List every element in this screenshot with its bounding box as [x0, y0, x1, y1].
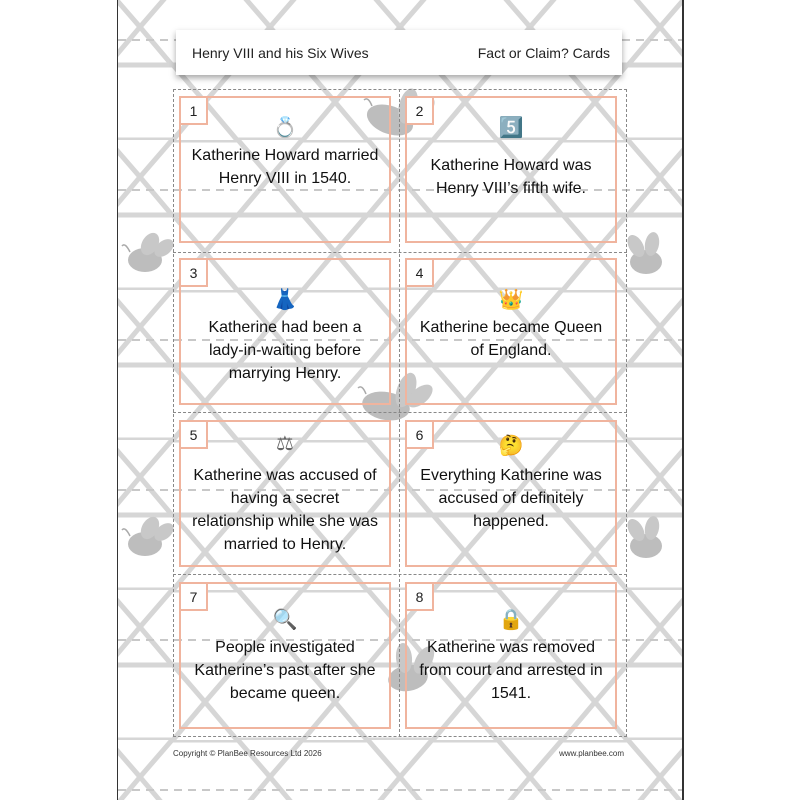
lock-icon: 🔒 [498, 609, 524, 631]
card-number: 1 [181, 98, 208, 125]
worksheet-title: Henry VIII and his Six Wives [192, 44, 369, 61]
card[interactable] [179, 582, 391, 729]
card[interactable] [405, 420, 617, 567]
card-text: Katherine was removed from court and arrested in 1541. [419, 639, 603, 702]
card[interactable] [179, 258, 391, 405]
cut-line-horizontal [173, 252, 627, 253]
cut-line-horizontal [173, 574, 627, 575]
card[interactable] [405, 96, 617, 243]
card-number: 8 [407, 584, 434, 611]
card[interactable] [179, 96, 391, 243]
card-text: Everything Katherine was accused of definitely happened. [420, 467, 602, 530]
cut-line-horizontal [173, 412, 627, 413]
keycap-5-icon: 5️⃣ [498, 117, 524, 139]
card[interactable] [405, 258, 617, 405]
card[interactable] [405, 582, 617, 729]
crown-icon: 👑 [498, 289, 524, 311]
card-text: Katherine Howard married Henry VIII in 1540. [191, 147, 379, 187]
magnifying-glass-icon: 🔍 [272, 609, 298, 631]
ring-icon: 💍 [272, 117, 298, 139]
card-number: 4 [407, 260, 434, 287]
worksheet-subtitle: Fact or Claim? Cards [477, 44, 610, 61]
card-number: 6 [407, 422, 434, 449]
card-number: 3 [181, 260, 208, 287]
card-number: 7 [181, 584, 208, 611]
bee-icon [120, 232, 180, 277]
card-number: 5 [181, 422, 208, 449]
bee-icon [120, 516, 180, 561]
card-number: 2 [407, 98, 434, 125]
copyright-notice: Copyright © PlanBee Resources Ltd 2026 [173, 749, 322, 758]
card-text: People investigated Katherine’s past after she became queen. [194, 639, 376, 702]
thinking-face-icon: 🤔 [498, 435, 524, 457]
card[interactable] [179, 420, 391, 567]
dress-icon: 👗 [272, 289, 298, 311]
card-text: Katherine was accused of having a secret relationship while she was married to Henry. [192, 467, 378, 553]
worksheet-header [176, 30, 622, 75]
card-text: Katherine Howard was Henry VIII’s fifth wife. [430, 157, 592, 197]
scales-icon: ⚖ [276, 433, 294, 455]
cut-line-vertical [399, 89, 400, 737]
card-text: Katherine became Queen of England. [419, 319, 603, 359]
website-link[interactable]: www.planbee.com [559, 749, 624, 758]
card-text: Katherine had been a lady-in-waiting before marrying Henry. [208, 319, 362, 382]
